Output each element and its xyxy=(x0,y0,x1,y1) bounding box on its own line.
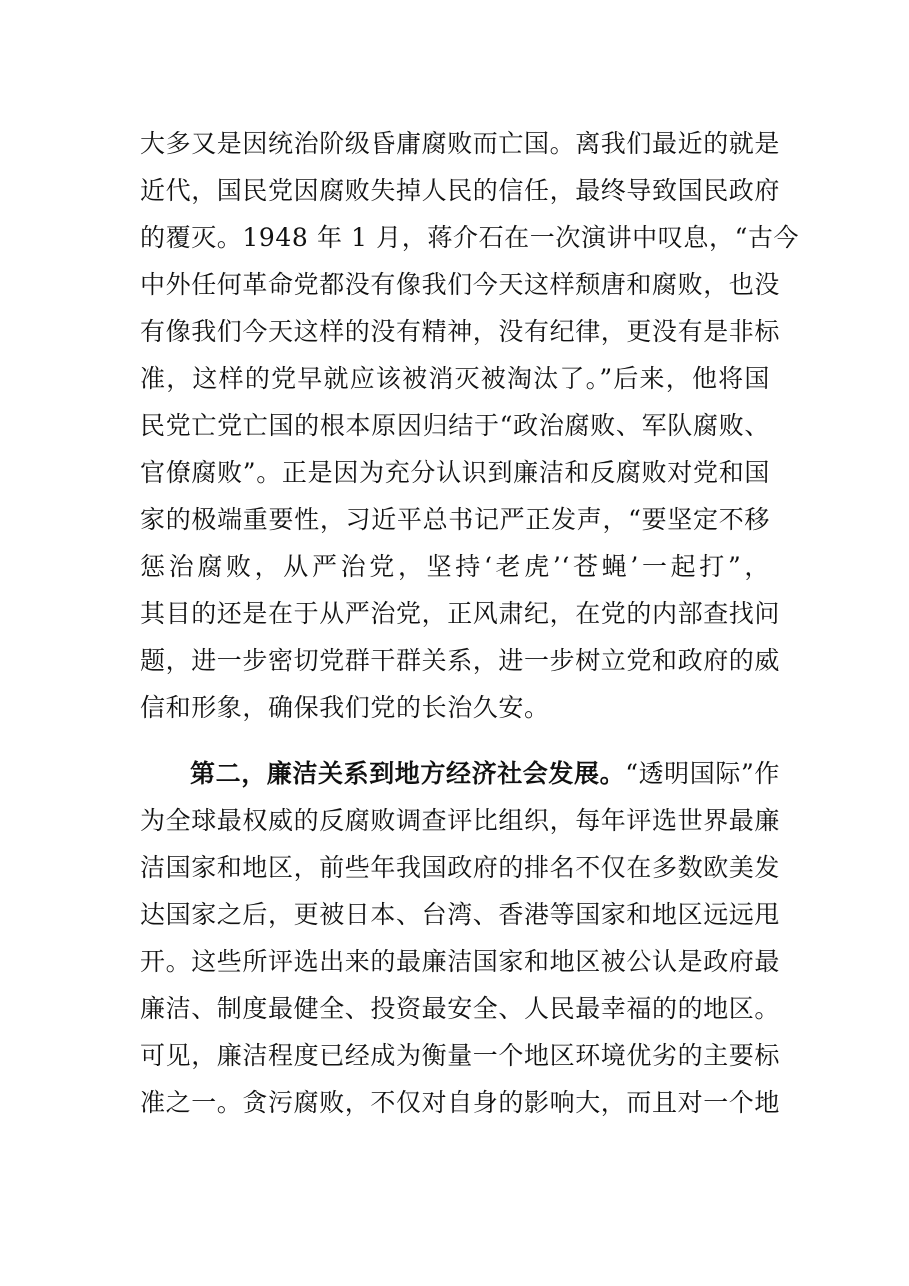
paragraph-line: 有像我们今天这样的没有精神，没有纪律，更没有是非标 xyxy=(140,317,781,346)
paragraph-line: 达国家之后，更被日本、台湾、香港等国家和地区远远甩 xyxy=(140,900,781,929)
paragraph-line: 题，进一步密切党群干群关系，进一步树立党和政府的威 xyxy=(140,646,781,675)
paragraph-line: 廉洁、制度最健全、投资最安全、人民最幸福的的地区。 xyxy=(140,994,781,1023)
paragraph-line: 家的极端重要性，习近平总书记严正发声，“要坚定不移 xyxy=(140,505,770,534)
paragraph-line: 大多又是因统治阶级昏庸腐败而亡国。离我们最近的就是 xyxy=(140,129,781,158)
paragraph-line: 中外任何革命党都没有像我们今天这样颓唐和腐败，也没 xyxy=(140,270,781,299)
section-heading: 第二，廉洁关系到地方经济社会发展。 xyxy=(190,759,626,788)
paragraph-line: 惩治腐败，从严治党，坚持‘老虎’‘苍蝇’一起打”， xyxy=(140,552,770,581)
paragraph-line: 准之一。贪污腐败，不仅对自身的影响大，而且对一个地 xyxy=(140,1088,781,1117)
paragraph-line-rest: “透明国际”作 xyxy=(625,759,780,788)
paragraph-first-line xyxy=(140,756,780,792)
paragraph-line: 其目的还是在于从严治党，正风肃纪，在党的内部查找问 xyxy=(140,599,781,628)
paragraph-line: 信和形象，确保我们党的长治久安。 xyxy=(140,693,550,722)
paragraph-line: 的覆灭。1948 年 1 月，蒋介石在一次演讲中叹息，“古今 xyxy=(140,223,800,252)
paragraph-line: 官僚腐败”。正是因为充分认识到廉洁和反腐败对党和国 xyxy=(140,458,770,487)
paragraph-line: 开。这些所评选出来的最廉洁国家和地区被公认是政府最 xyxy=(140,947,781,976)
paragraph-line: 民党亡党亡国的根本原因归结于“政治腐败、军队腐败、 xyxy=(140,411,770,440)
paragraph-line: 近代，国民党因腐败失掉人民的信任，最终导致国民政府 xyxy=(140,176,781,205)
paragraph-line: 准，这样的党早就应该被消灭被淘汰了。”后来，他将国 xyxy=(140,364,770,393)
paragraph-line: 可见，廉洁程度已经成为衡量一个地区环境优劣的主要标 xyxy=(140,1041,781,1070)
paragraph-line: 为全球最权威的反腐败调查评比组织，每年评选世界最廉 xyxy=(140,806,781,835)
paragraph-line: 洁国家和地区，前些年我国政府的排名不仅在多数欧美发 xyxy=(140,853,781,882)
